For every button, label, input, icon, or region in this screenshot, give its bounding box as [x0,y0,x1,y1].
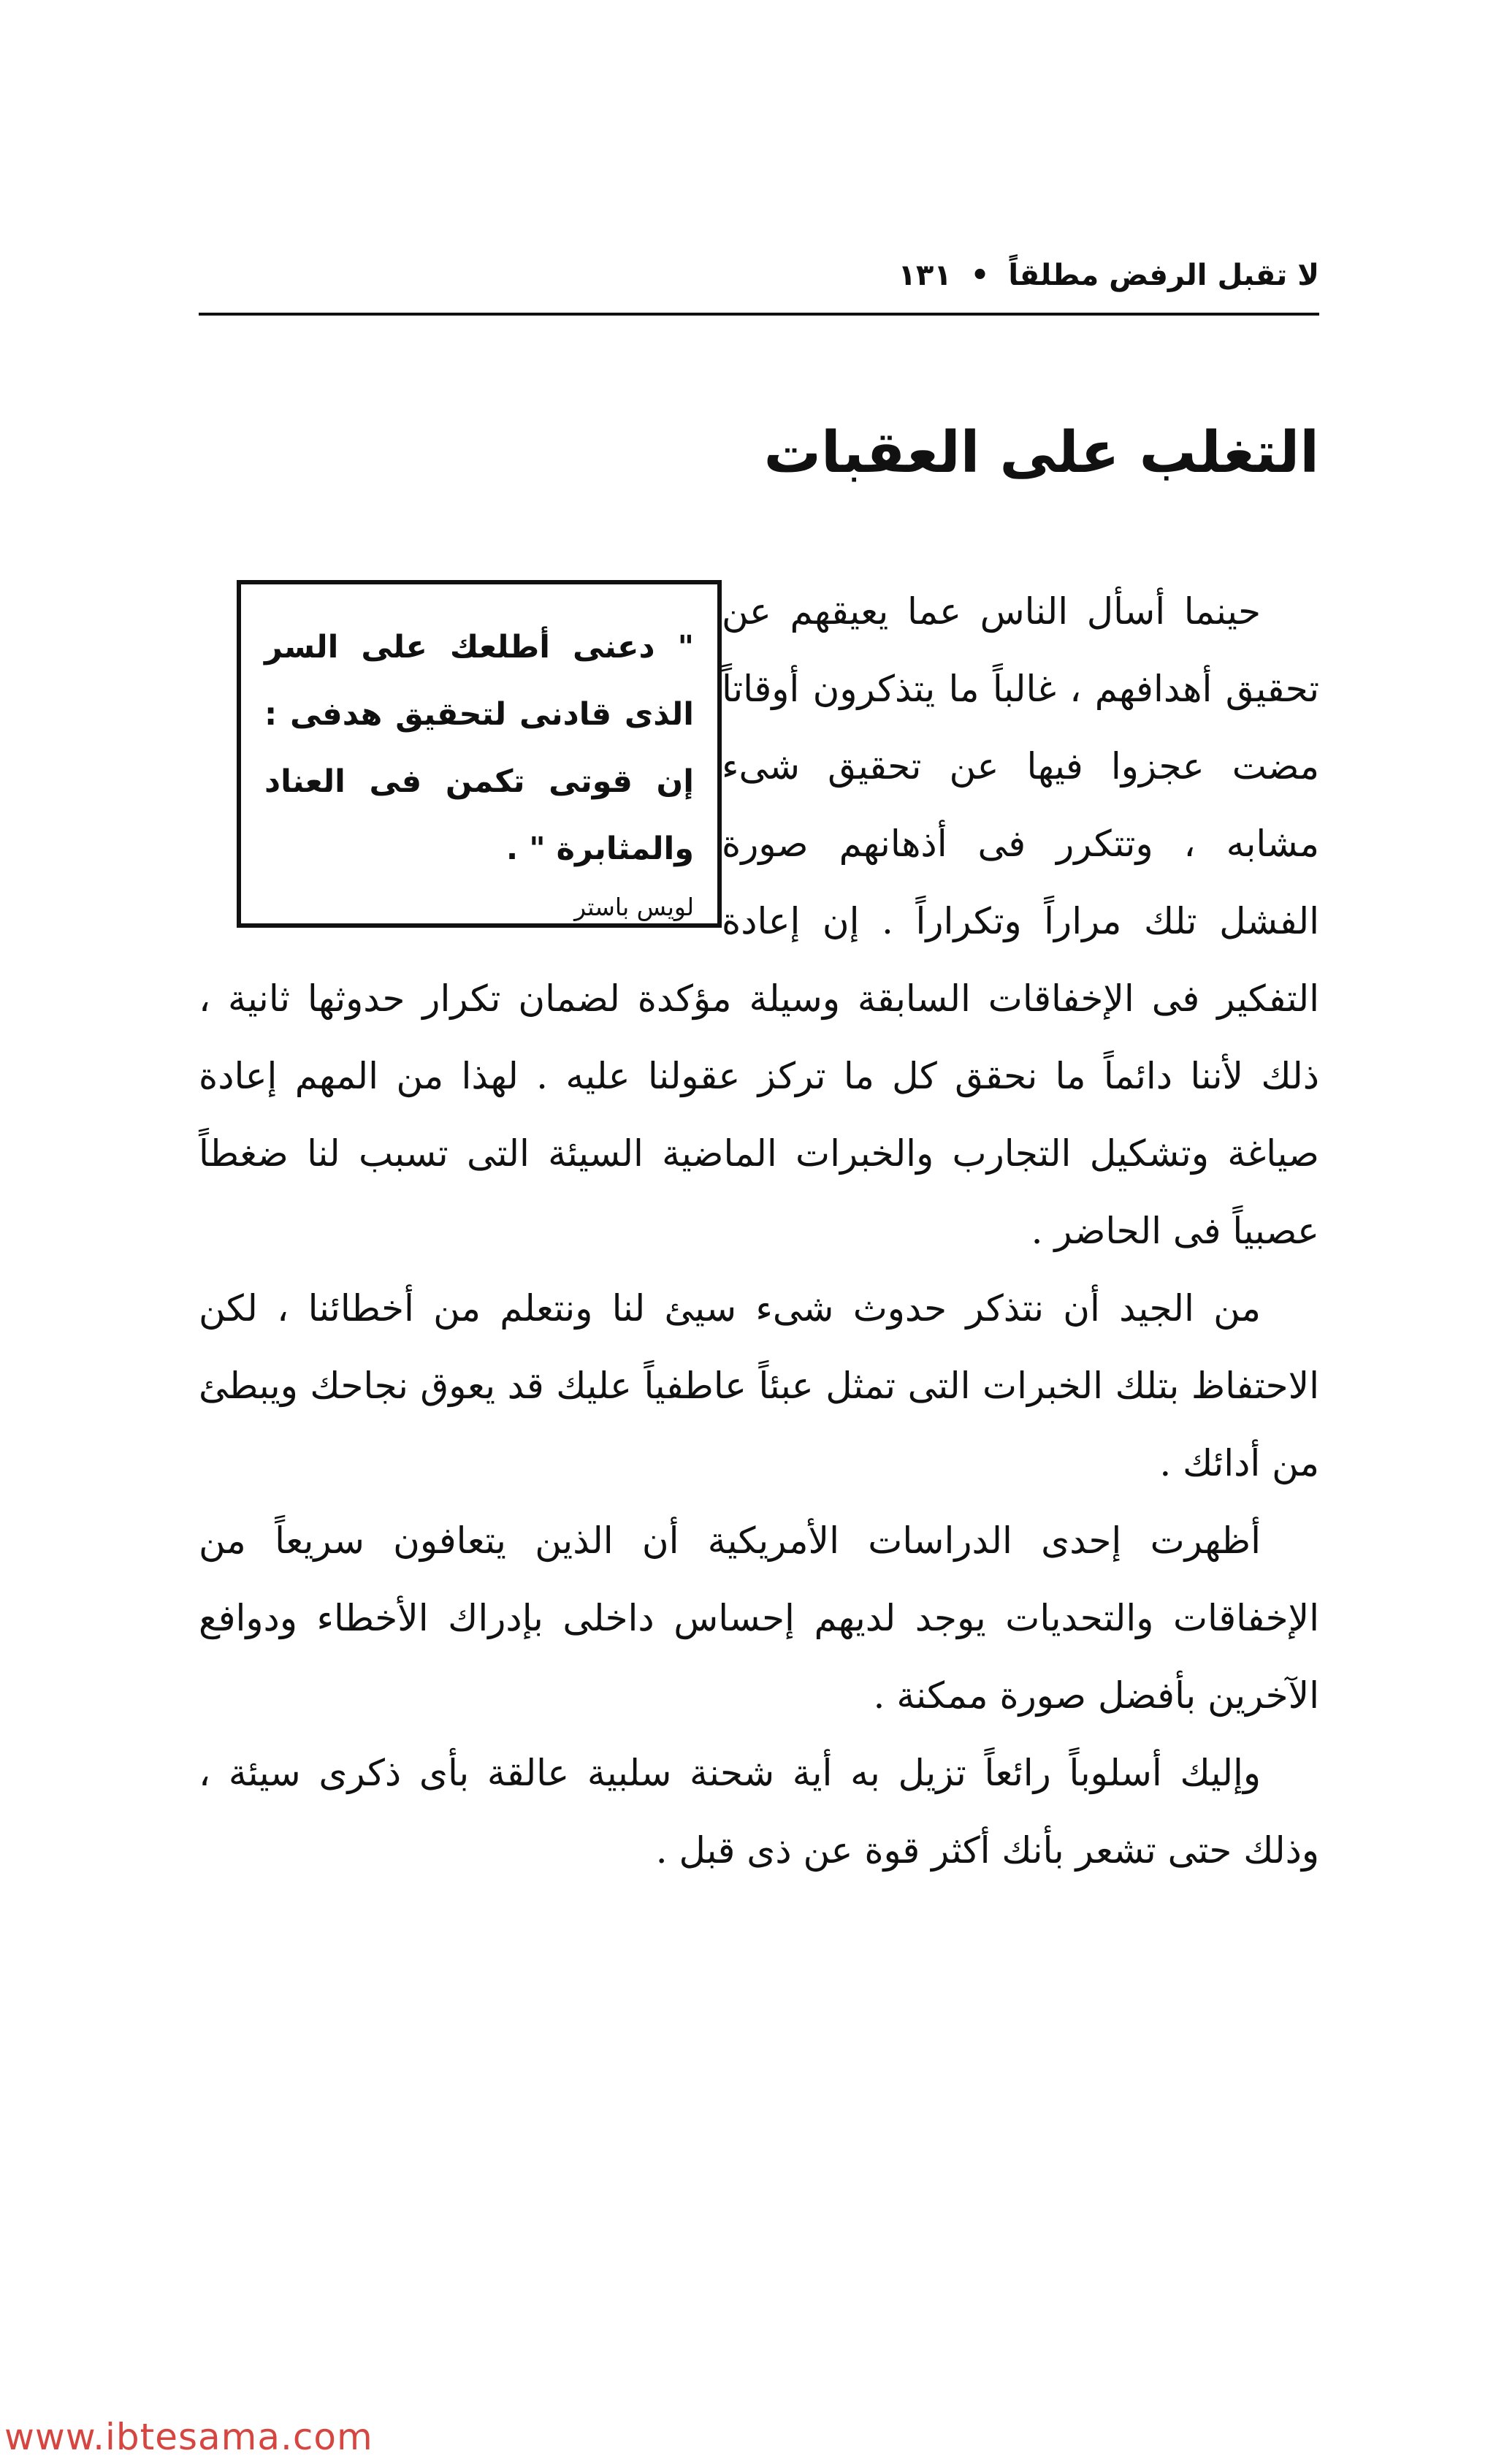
paragraph-3: أظهرت إحدى الدراسات الأمريكية أن الذين يتعافون سريعاً من الإخفاقات والتحديات يوجد لديهم إحساس داخلى بإدراك الأخطاء ودوافع الآخرين بأفضل صورة ممكنة . [199,1519,1319,1717]
running-title: لا تقبل الرفض مطلقاً [1008,259,1319,292]
paragraph-4: وإليك أسلوباً رائعاً تزيل به أية شحنة سلبية عالقة بأى ذكرى سيئة ، وذلك حتى تشعر بأنك أكثر قوة عن ذى قبل . [199,1752,1319,1872]
quote-author: لويس باستر [574,893,694,921]
header-rule [199,313,1319,316]
section-title: التغلب على العقبات [763,420,1319,486]
quote-text: " دعنى أطلعك على السر الذى قادنى لتحقيق هدفى : إن قوتى تكمن فى العناد والمثابرة " . [264,629,694,867]
page-number: ١٣١ [898,259,952,292]
running-header [199,250,1319,301]
paragraph-2: من الجيد أن نتذكر حدوث شىء سيئ لنا ونتعلم من أخطائنا ، لكن الاحتفاظ بتلك الخبرات التى تمثل عبئاً عاطفياً عليك قد يعوق نجاحك ويبطئ من أدائك . [199,1287,1319,1484]
header-separator: • [970,259,990,292]
watermark-url[interactable]: www.ibtesama.com [4,2416,373,2458]
paragraph-1: حينما أسأل الناس عما يعيقهم عن تحقيق أهدافهم ، غالباً ما يتذكرون أوقاتاً مضت عجزوا فيها عن تحقيق شىء مشابه ، وتتكرر فى أذهانهم صورة الفشل تلك مراراً وتكراراً . إن إعادة التفكير فى الإخفاقات السابقة وسيلة مؤكدة لضمان تكرار حدوثها ثانية ، ذلك لأننا دائماً ما نحقق كل ما تركز عقولنا عليه . لهذا من المهم إعادة صياغة وتشكيل التجارب والخبرات الماضية السيئة التى تسبب لنا ضغطاً عصبياً فى الحاضر . [199,590,1319,1252]
quote-box [237,580,722,928]
body-text [199,573,1319,1889]
